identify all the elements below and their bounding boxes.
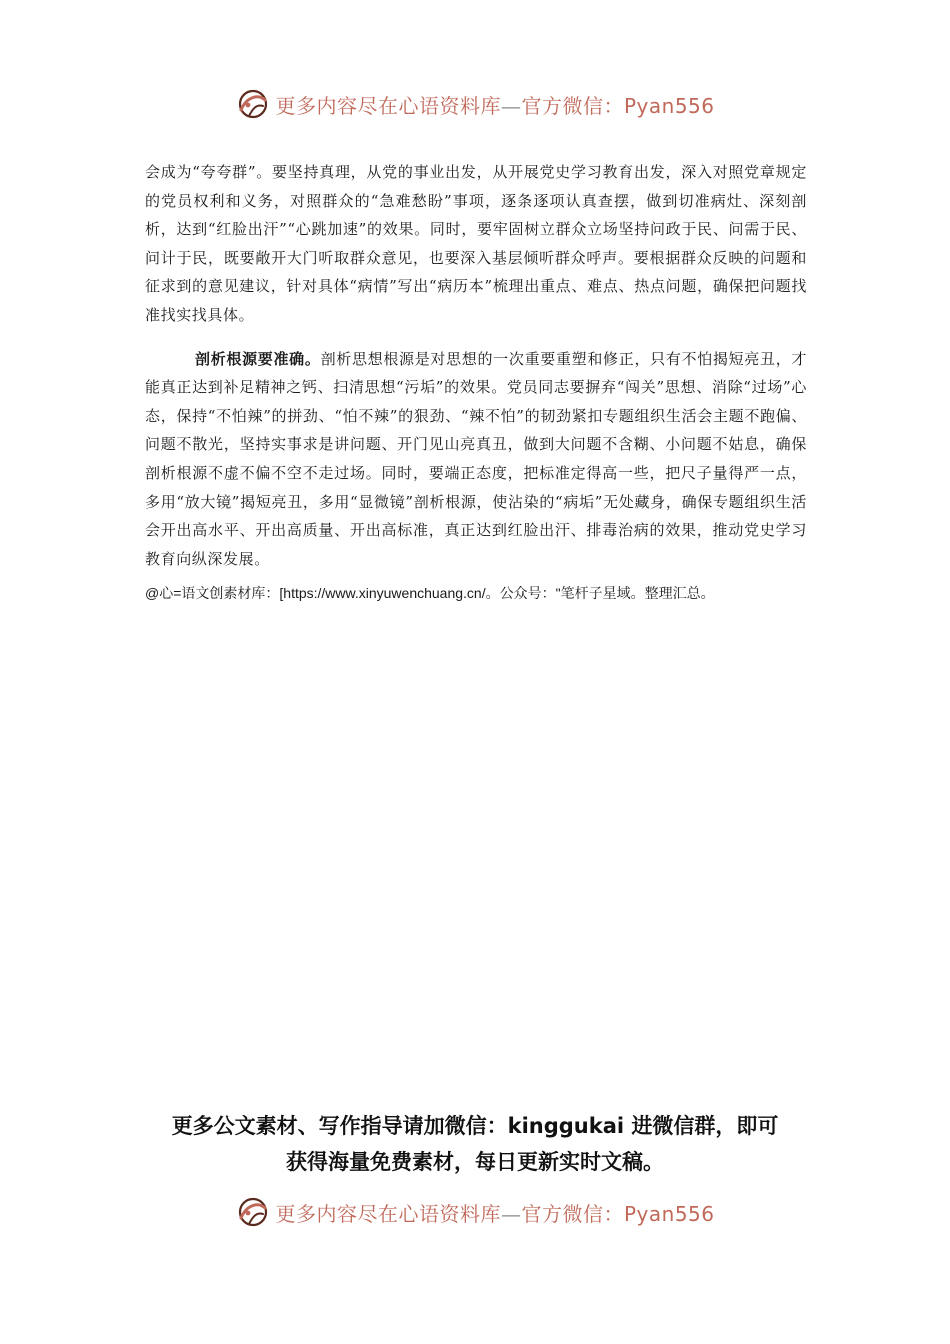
swirl-logo-icon [235, 86, 271, 122]
document-body [145, 158, 807, 607]
footer-banner [0, 1190, 950, 1234]
header-site-text: 更多内容尽在心语资料库 [275, 93, 501, 118]
promo-line-2: 获得海量免费素材，每日更新实时文稿。 [286, 1150, 664, 1174]
footer-banner-text [275, 1198, 714, 1227]
paragraph-2 [145, 345, 807, 574]
header-banner-text [275, 90, 714, 119]
header-separator: — [500, 93, 522, 118]
source-attribution: @心=语文创素材库：[https://www.xinyuwenchuang.cn/。公众号："笔杆子星域。整理汇总。 [145, 585, 715, 602]
header-wechat-label: 官方微信： [521, 93, 624, 118]
header-banner [0, 82, 950, 126]
paragraph-2-text: 剖析思想根源是对思想的一次重要重塑和修正，只有不怕揭短亮丑，才能真正达到补足精神之钙、扫清思想“污垢”的效果。党员同志要摒弃“闯关”思想、消除“过场”心态，保持“不怕辣”的拼劲、“怕不辣”的狠劲、“辣不怕”的韧劲紧扣专题组织生活会主题不跑偏、问题不散光，坚持实事求是讲问题、开门见山亮真丑，做到大问题不含糊、小问题不姑息，确保剖析根源不虚不偏不空不走过场。同时，要端正态度，把标准定得高一些，把尺子量得严一点，多用“放大镜”揭短亮丑，多用“显微镜”剖析根源，使沾染的“病垢”无处藏身，确保专题组织生活会开出高水平、开出高质量、开出高标准，真正达到红脸出汗、排毒治病的效果，推动党史学习教育向纵深发展。 [145, 349, 807, 568]
footer-wechat-id: Pyan556 [623, 1201, 715, 1226]
promo-block [0, 1108, 950, 1180]
paragraph-2-lead: 剖析根源要准确。 [195, 349, 321, 368]
promo-line-1: 更多公文素材、写作指导请加微信：kinggukai 进微信群，即可 [171, 1114, 779, 1138]
footer-separator: — [500, 1201, 522, 1226]
header-wechat-id: Pyan556 [623, 93, 715, 118]
footer-wechat-label: 官方微信： [521, 1201, 624, 1226]
swirl-logo-icon [235, 1194, 271, 1230]
footer-site-text: 更多内容尽在心语资料库 [275, 1201, 501, 1226]
paragraph-1: 会成为“夸夸群”。要坚持真理，从党的事业出发，从开展党史学习教育出发，深入对照党章规定的党员权利和义务，对照群众的“急难愁盼”事项，逐条逐项认真查摆，做到切准病灶、深刻剖析，达到“红脸出汗”“心跳加速”的效果。同时，要牢固树立群众立场坚持问政于民、问需于民、问计于民，既要敞开大门听取群众意见，也要深入基层倾听群众呼声。要根据群众反映的问题和征求到的意见建议，针对具体“病情”写出“病历本”梳理出重点、难点、热点问题，确保把问题找准找实找具体。 [145, 163, 807, 324]
